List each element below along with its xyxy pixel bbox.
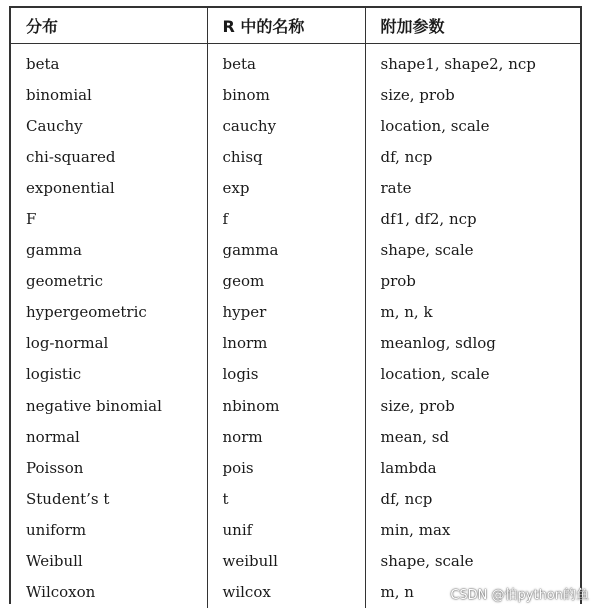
cell-r-name: f	[207, 203, 365, 234]
cell-r-name: beta	[207, 44, 365, 80]
table-row	[11, 172, 580, 203]
header-r-name: R 中的名称	[207, 8, 365, 44]
table-row	[11, 546, 580, 577]
cell-extra-params: df, ncp	[365, 483, 580, 514]
header-distribution: 分布	[11, 8, 207, 44]
cell-distribution: beta	[26, 54, 60, 73]
cell-extra-params: meanlog, sdlog	[365, 328, 580, 359]
cell-extra-params: size, prob	[365, 390, 580, 421]
cell-r-name: t	[207, 483, 365, 514]
cell-extra-params: m, n	[365, 577, 580, 608]
distribution-table	[11, 8, 580, 608]
cell-extra-params: min, max	[365, 514, 580, 545]
cell-distribution: log-normal	[26, 334, 109, 353]
cell-r-name: lnorm	[207, 328, 365, 359]
cell-r-name: hyper	[207, 297, 365, 328]
table-row	[11, 141, 580, 172]
table-row	[11, 44, 580, 80]
cell-distribution: F	[26, 210, 37, 229]
cell-r-name: binom	[207, 79, 365, 110]
table-row	[11, 514, 580, 545]
cell-distribution: chi-squared	[26, 147, 116, 166]
table-row	[11, 359, 580, 390]
cell-distribution: geometric	[26, 272, 104, 291]
table-row	[11, 79, 580, 110]
table-row	[11, 328, 580, 359]
table-row	[11, 452, 580, 483]
cell-r-name: nbinom	[207, 390, 365, 421]
cell-distribution: normal	[26, 427, 80, 446]
cell-r-name: cauchy	[207, 110, 365, 141]
cell-extra-params: shape1, shape2, ncp	[365, 44, 580, 80]
cell-distribution: Wilcoxon	[26, 583, 96, 602]
cell-r-name: unif	[207, 514, 365, 545]
cell-r-name: exp	[207, 172, 365, 203]
cell-r-name: wilcox	[207, 577, 365, 608]
cell-distribution: exponential	[26, 178, 115, 197]
cell-r-name: weibull	[207, 546, 365, 577]
cell-extra-params: m, n, k	[365, 297, 580, 328]
table-row	[11, 421, 580, 452]
cell-extra-params: lambda	[365, 452, 580, 483]
cell-extra-params: location, scale	[365, 359, 580, 390]
cell-distribution: gamma	[26, 241, 82, 260]
cell-distribution: uniform	[26, 520, 87, 539]
cell-r-name: logis	[207, 359, 365, 390]
watermark: CSDN @怕python的鱼	[450, 588, 589, 603]
cell-distribution: Weibull	[26, 552, 83, 571]
cell-r-name: chisq	[207, 141, 365, 172]
table-row	[11, 110, 580, 141]
cell-distribution: binomial	[26, 85, 92, 104]
table-header-row	[11, 8, 580, 44]
cell-distribution: hypergeometric	[26, 303, 147, 322]
cell-extra-params: size, prob	[365, 79, 580, 110]
header-extra-params: 附加参数	[365, 8, 580, 44]
cell-r-name: pois	[207, 452, 365, 483]
cell-extra-params: df1, df2, ncp	[365, 203, 580, 234]
cell-extra-params: rate	[365, 172, 580, 203]
table-row	[11, 483, 580, 514]
cell-extra-params: df, ncp	[365, 141, 580, 172]
cell-distribution: Poisson	[26, 458, 84, 477]
table-row	[11, 203, 580, 234]
cell-extra-params: location, scale	[365, 110, 580, 141]
cell-r-name: norm	[207, 421, 365, 452]
table-row	[11, 266, 580, 297]
cell-distribution: Student’s t	[26, 489, 110, 508]
table-row	[11, 390, 580, 421]
cell-extra-params: shape, scale	[365, 235, 580, 266]
cell-distribution: negative binomial	[26, 396, 162, 415]
cell-r-name: gamma	[207, 235, 365, 266]
distribution-table-frame	[9, 6, 582, 604]
cell-extra-params: mean, sd	[365, 421, 580, 452]
cell-distribution: Cauchy	[26, 116, 83, 135]
cell-distribution: logistic	[26, 365, 82, 384]
table-row	[11, 235, 580, 266]
cell-r-name: geom	[207, 266, 365, 297]
table-row	[11, 297, 580, 328]
cell-extra-params: shape, scale	[365, 546, 580, 577]
cell-extra-params: prob	[365, 266, 580, 297]
